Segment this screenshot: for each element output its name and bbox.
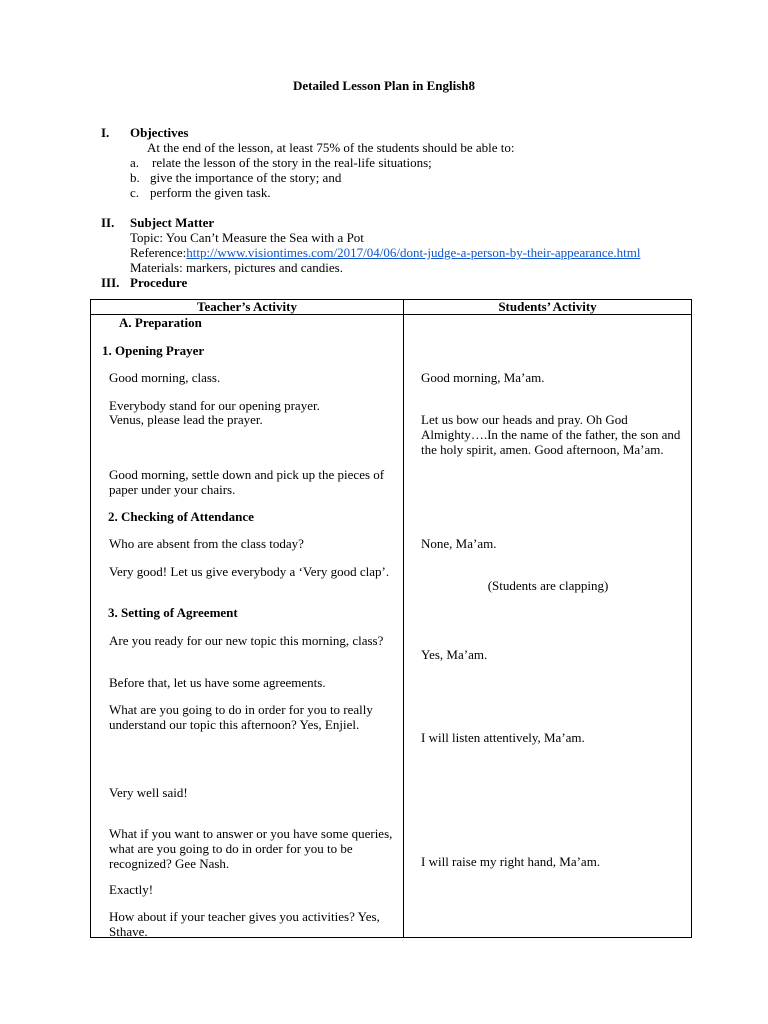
subject-matter-heading: Subject Matter: [130, 215, 215, 230]
objective-item-a: relate the lesson of the story in the real-life situations;: [152, 155, 432, 170]
teacher-line-3: Good morning, settle down and pick up the pieces of paper under your chairs.: [109, 467, 385, 497]
teacher-line-2a: Everybody stand for our opening prayer.: [109, 398, 320, 413]
student-line-6: Yes, Ma’am.: [421, 647, 488, 662]
student-line-8: I will listen attentively, Ma’am.: [421, 730, 585, 745]
objective-letter-a: a.: [130, 155, 140, 170]
step-checking-attendance: 2. Checking of Attendance: [108, 509, 254, 524]
objective-letter-b: b.: [130, 170, 140, 185]
teacher-line-8: What are you going to do in order for you to really understand our topic this afternoon? Yes, Enjiel.: [109, 702, 373, 732]
teacher-line-6: Are you ready for our new topic this morning, class?: [109, 633, 384, 648]
student-line-4: None, Ma’am.: [421, 536, 497, 551]
topic-line: Topic: You Can’t Measure the Sea with a Pot: [130, 230, 364, 245]
document-title: Detailed Lesson Plan in English8: [292, 78, 476, 93]
student-line-1: Good morning, Ma’am.: [421, 370, 545, 385]
objective-item-b: give the importance of the story; and: [150, 170, 342, 185]
table-body-row: [91, 315, 692, 938]
teacher-line-4: Who are absent from the class today?: [109, 536, 304, 551]
students-activity-header: Students’ Activity: [404, 300, 692, 315]
student-line-2: Let us bow our heads and pray. Oh God Almighty….In the name of the father, the son and the holy spirit, amen. Good afternoon, Ma’am.: [421, 412, 681, 457]
teacher-line-10: What if you want to answer or you have some queries, what are you going to do in order for you to be recognized? Gee Nash.: [109, 826, 393, 871]
teacher-line-11: Exactly!: [109, 882, 154, 897]
step-setting-agreement: 3. Setting of Agreement: [108, 605, 238, 620]
student-line-5: (Students are clapping): [487, 578, 609, 593]
section-preparation: A. Preparation: [119, 315, 202, 330]
teacher-line-1: Good morning, class.: [109, 370, 221, 385]
objective-letter-c: c.: [130, 185, 140, 200]
step-opening-prayer: 1. Opening Prayer: [102, 343, 205, 358]
students-activity-cell: [404, 315, 692, 938]
objectives-heading: Objectives: [130, 125, 189, 140]
table-header-row: [91, 300, 692, 315]
teacher-line-12: How about if your teacher gives you activities? Yes, Sthave.: [109, 909, 380, 939]
teacher-line-9: Very well said!: [109, 785, 188, 800]
objective-item-c: perform the given task.: [150, 185, 271, 200]
teacher-activity-header: Teacher’s Activity: [91, 300, 404, 315]
subject-matter-numeral: II.: [101, 215, 115, 230]
materials-line: Materials: markers, pictures and candies.: [130, 260, 343, 275]
reference-line: [130, 245, 640, 260]
procedure-heading: Procedure: [130, 275, 188, 290]
procedure-numeral: III.: [101, 275, 120, 290]
teacher-line-7: Before that, let us have some agreements.: [109, 675, 326, 690]
reference-label: Reference:: [130, 245, 187, 260]
teacher-line-2b: Venus, please lead the prayer.: [109, 412, 263, 427]
procedure-table: [90, 299, 692, 938]
reference-link[interactable]: http://www.visiontimes.com/2017/04/06/dont-judge-a-person-by-their-appearance.html: [186, 245, 641, 260]
objectives-intro: At the end of the lesson, at least 75% of the students should be able to:: [147, 140, 515, 155]
objectives-numeral: I.: [101, 125, 110, 140]
teacher-activity-cell: [91, 315, 404, 938]
teacher-line-5: Very good! Let us give everybody a ‘Very good clap’.: [109, 564, 390, 579]
student-line-10: I will raise my right hand, Ma’am.: [421, 854, 601, 869]
